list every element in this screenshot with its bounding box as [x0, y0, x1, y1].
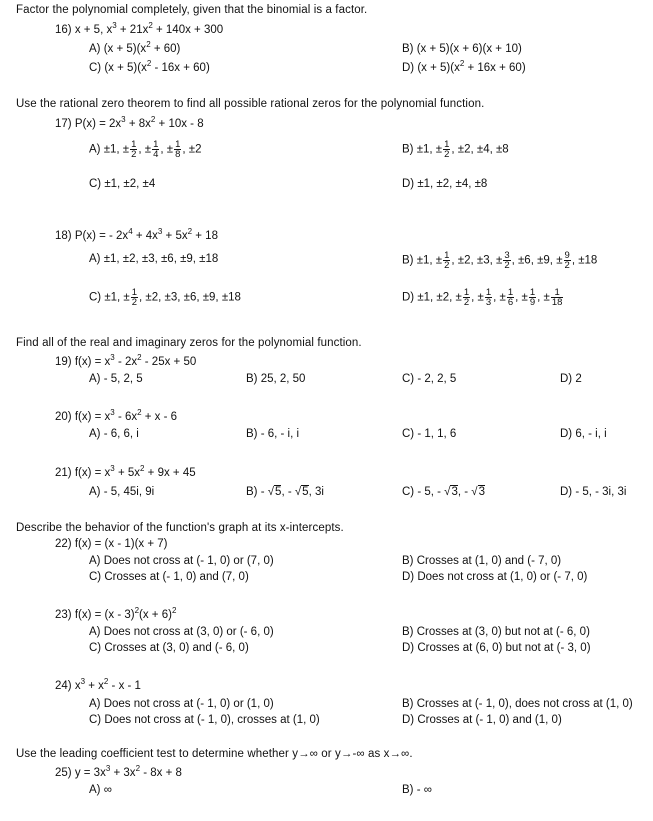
q18-choice-d[interactable]: [402, 288, 564, 307]
exponent: 4: [128, 227, 133, 236]
question-number: 19): [55, 356, 72, 368]
question-number: 20): [55, 411, 72, 423]
exponent: 2: [459, 59, 465, 68]
instruction-behavior: Describe the behavior of the function's graph at its x-intercepts.: [16, 522, 344, 534]
question-number: 25): [55, 767, 72, 779]
stem-text: + 4x: [132, 230, 158, 242]
numerator: 1: [551, 288, 564, 298]
q20-choice-a[interactable]: A) - 6, 6, i: [89, 428, 139, 440]
denominator: 6: [507, 297, 514, 308]
choice-text: , ±: [138, 143, 152, 156]
fraction: [174, 140, 181, 159]
question-17: [55, 115, 204, 131]
stem-text: - 6x: [114, 411, 138, 423]
denominator: 2: [463, 297, 470, 308]
denominator: 2: [444, 260, 450, 271]
q24-choice-b[interactable]: B) Crosses at (- 1, 0), does not cross at (1, 0): [402, 698, 633, 710]
denominator: 2: [564, 260, 570, 271]
denominator: 2: [131, 149, 137, 160]
exponent: 3: [157, 227, 163, 236]
q20-choice-d[interactable]: D) 6, - i, i: [560, 428, 607, 440]
exponent: 2: [150, 115, 156, 124]
question-number: 22): [55, 538, 72, 550]
fraction: [503, 251, 510, 270]
exponent: 3: [112, 21, 117, 30]
choice-text: - 16x + 60): [151, 62, 210, 74]
exponent: 2: [146, 59, 152, 68]
denominator: 2: [504, 260, 510, 271]
q25-choice-b[interactable]: B) - ∞: [402, 784, 432, 796]
exponent: 3: [105, 764, 111, 773]
stem-text: + 10x - 8: [155, 118, 204, 130]
question-23: [55, 606, 177, 622]
choice-text: , ±: [471, 291, 484, 304]
q16-choice-c[interactable]: [89, 59, 210, 75]
stem-text: P(x) = 2x: [74, 118, 122, 130]
choice-text: A) ±1, ±: [89, 143, 130, 156]
stem-text: f(x) = (x - 1)(x + 7): [74, 538, 168, 550]
choice-text: C) (x + 5)(x: [89, 62, 147, 74]
question-number: 24): [55, 680, 72, 692]
q24-choice-c[interactable]: C) Does not cross at (- 1, 0), crosses at (1, 0): [89, 714, 320, 726]
choice-text: , ±2: [182, 143, 202, 156]
q25-choice-a[interactable]: A) ∞: [89, 784, 112, 796]
fraction: [130, 140, 137, 159]
stem-text: - 8x + 8: [140, 767, 182, 779]
exponent: 2: [140, 464, 145, 473]
q22-choice-a[interactable]: A) Does not cross at (- 1, 0) or (7, 0): [89, 555, 274, 567]
stem-text: + 5x: [114, 467, 141, 479]
choice-text: + 60): [150, 43, 181, 55]
denominator: 3: [485, 297, 492, 308]
denominator: 8: [175, 149, 181, 160]
numerator: 1: [529, 287, 536, 298]
question-24: [55, 677, 141, 693]
choice-text: , ±18: [571, 254, 598, 267]
numerator: 1: [131, 139, 137, 150]
choice-text: , 3i: [308, 486, 324, 498]
q23-choice-a[interactable]: A) Does not cross at (3, 0) or (- 6, 0): [89, 626, 274, 638]
exponent: 2: [148, 21, 153, 30]
q23-choice-d[interactable]: D) Crosses at (6, 0) but not at (- 3, 0): [402, 642, 591, 654]
q21-choice-a[interactable]: A) - 5, 45i, 9i: [89, 486, 155, 498]
question-19: [55, 353, 197, 369]
stem-text: f(x) = (x - 3): [74, 609, 135, 621]
numerator: 1: [131, 287, 138, 298]
choice-text: D) ±1, ±2, ±: [402, 291, 462, 304]
q19-choice-c[interactable]: C) - 2, 2, 5: [402, 373, 457, 385]
question-number: 21): [55, 467, 72, 479]
question-25: [55, 764, 182, 780]
choice-text: , - √: [457, 486, 478, 498]
radicand: 3: [451, 486, 458, 498]
instruction-find-zeros: Find all of the real and imaginary zeros for the polynomial function.: [16, 337, 362, 349]
choice-text: A) (x + 5)(x: [89, 43, 147, 55]
question-16: [55, 21, 224, 37]
choice-text: , - √: [281, 486, 302, 498]
stem-text: + 140x + 300: [152, 24, 224, 36]
choice-text: D) (x + 5)(x: [402, 62, 460, 74]
stem-text: + 5x: [162, 230, 188, 242]
exponent: 2: [171, 606, 177, 615]
question-number: 16): [55, 24, 72, 36]
choice-text: , ±: [537, 291, 550, 304]
q19-choice-b[interactable]: B) 25, 2, 50: [246, 373, 306, 385]
q20-choice-c[interactable]: C) - 1, 1, 6: [402, 428, 457, 440]
choice-text: , ±2, ±4, ±8: [451, 143, 509, 156]
stem-text: + 21x: [116, 24, 149, 36]
stem-text: - x - 1: [108, 680, 141, 692]
numerator: 1: [463, 287, 470, 298]
exponent: 3: [80, 677, 86, 686]
stem-text: f(x) = x: [74, 356, 111, 368]
stem-text: + 18: [192, 230, 218, 242]
choice-text: , ±2, ±3, ±: [451, 254, 503, 267]
exponent: 2: [103, 677, 109, 686]
exponent: 2: [137, 353, 142, 362]
stem-text: x + 5, x: [74, 24, 113, 36]
q16-choice-a[interactable]: [89, 40, 181, 56]
stem-text: x: [74, 680, 81, 692]
denominator: 18: [551, 297, 563, 308]
q19-choice-d[interactable]: D) 2: [560, 373, 582, 385]
stem-text: (x + 6): [139, 609, 172, 621]
fraction: [507, 288, 514, 307]
q20-choice-b[interactable]: B) - 6, - i, i: [246, 428, 300, 440]
choice-text: B) ±1, ±: [402, 143, 443, 156]
q24-choice-d[interactable]: D) Crosses at (- 1, 0) and (1, 0): [402, 714, 562, 726]
denominator: 2: [131, 297, 138, 308]
choice-text: , ±: [493, 291, 506, 304]
fraction: [152, 140, 159, 159]
exponent: 2: [135, 764, 141, 773]
choice-text: B) - √: [246, 486, 275, 498]
exponent: 3: [110, 464, 115, 473]
numerator: 1: [444, 250, 450, 261]
q17-choice-b[interactable]: [402, 140, 509, 159]
stem-text: + x: [85, 680, 104, 692]
instruction-factor: Factor the polynomial completely, given that the binomial is a factor.: [16, 4, 368, 16]
question-22: [55, 538, 167, 551]
fraction: [131, 288, 138, 307]
stem-text: + 8x: [125, 118, 151, 130]
choice-text: , ±2, ±3, ±6, ±9, ±18: [139, 291, 241, 304]
stem-text: - 25x + 50: [141, 356, 197, 368]
denominator: 9: [529, 297, 536, 308]
question-18: [55, 227, 218, 243]
q18-choice-b[interactable]: [402, 251, 597, 270]
instruction-rational-zeros: Use the rational zero theorem to find all possible rational zeros for the polynomial function.: [16, 98, 485, 110]
question-number: 23): [55, 609, 72, 621]
question-number: 18): [55, 230, 72, 242]
numerator: 1: [507, 287, 514, 298]
fraction: [529, 288, 536, 307]
instruction-leading-coefficient: Use the leading coefficient test to determine whether y→∞ or y→-∞ as x→∞.: [16, 748, 413, 760]
q18-choice-a[interactable]: A) ±1, ±2, ±3, ±6, ±9, ±18: [89, 253, 219, 265]
stem-text: y = 3x: [74, 767, 106, 779]
stem-text: + x - 6: [141, 411, 178, 423]
denominator: 4: [153, 149, 159, 160]
q19-choice-a[interactable]: A) - 5, 2, 5: [89, 373, 143, 385]
fraction: [564, 251, 571, 270]
fraction: [485, 288, 492, 307]
q24-choice-a[interactable]: A) Does not cross at (- 1, 0) or (1, 0): [89, 698, 274, 710]
numerator: 1: [153, 139, 159, 150]
stem-text: + 3x: [110, 767, 136, 779]
q22-choice-c[interactable]: C) Crosses at (- 1, 0) and (7, 0): [89, 571, 249, 583]
numerator: 3: [504, 250, 510, 261]
choice-text: B) ±1, ±: [402, 254, 443, 267]
choice-text: C) - 5, - √: [402, 486, 451, 498]
q22-choice-b[interactable]: B) Crosses at (1, 0) and (- 7, 0): [402, 555, 562, 567]
exponent: 2: [146, 40, 151, 49]
stem-text: - 2x: [114, 356, 138, 368]
q21-choice-d[interactable]: D) - 5, - 3i, 3i: [560, 486, 627, 498]
radicand: 3: [478, 486, 486, 498]
exponent: 2: [134, 606, 140, 615]
radicand: 5: [275, 486, 282, 498]
stem-text: P(x) = - 2x: [74, 230, 129, 242]
exponent: 3: [110, 353, 115, 362]
exponent: 2: [187, 227, 193, 236]
fraction: [443, 140, 450, 159]
stem-text: f(x) = x: [74, 467, 111, 479]
q16-choice-d[interactable]: [402, 59, 526, 75]
choice-text: C) ±1, ±: [89, 291, 130, 304]
choice-text: , ±: [515, 291, 528, 304]
q17-choice-c[interactable]: C) ±1, ±2, ±4: [89, 178, 156, 190]
q17-choice-a[interactable]: [89, 140, 202, 159]
fraction: [443, 251, 450, 270]
numerator: 1: [485, 287, 492, 298]
q23-choice-c[interactable]: C) Crosses at (3, 0) and (- 6, 0): [89, 642, 249, 654]
denominator: 2: [444, 149, 450, 160]
exponent: 3: [110, 408, 115, 417]
radicand: 5: [302, 486, 309, 498]
question-21: [55, 464, 196, 480]
numerator: 1: [175, 139, 181, 150]
choice-text: , ±6, ±9, ±: [511, 254, 563, 267]
numerator: 9: [564, 250, 570, 261]
stem-text: f(x) = x: [74, 411, 111, 423]
q18-choice-c[interactable]: [89, 288, 241, 307]
q23-choice-b[interactable]: B) Crosses at (3, 0) but not at (- 6, 0): [402, 626, 590, 638]
q21-choice-c[interactable]: [402, 486, 485, 499]
fraction: [551, 288, 564, 307]
q21-choice-b[interactable]: [246, 486, 324, 499]
q16-choice-b[interactable]: B) (x + 5)(x + 6)(x + 10): [402, 43, 522, 55]
choice-text: + 16x + 60): [464, 62, 526, 74]
numerator: 1: [444, 139, 450, 150]
exponent: 3: [121, 115, 126, 124]
choice-text: , ±: [160, 143, 174, 156]
question-number: 17): [55, 118, 72, 130]
question-20: [55, 408, 178, 424]
fraction: [463, 288, 470, 307]
exponent: 2: [137, 408, 142, 417]
q17-choice-d[interactable]: D) ±1, ±2, ±4, ±8: [402, 178, 488, 190]
q22-choice-d[interactable]: D) Does not cross at (1, 0) or (- 7, 0): [402, 571, 588, 583]
stem-text: + 9x + 45: [144, 467, 196, 479]
